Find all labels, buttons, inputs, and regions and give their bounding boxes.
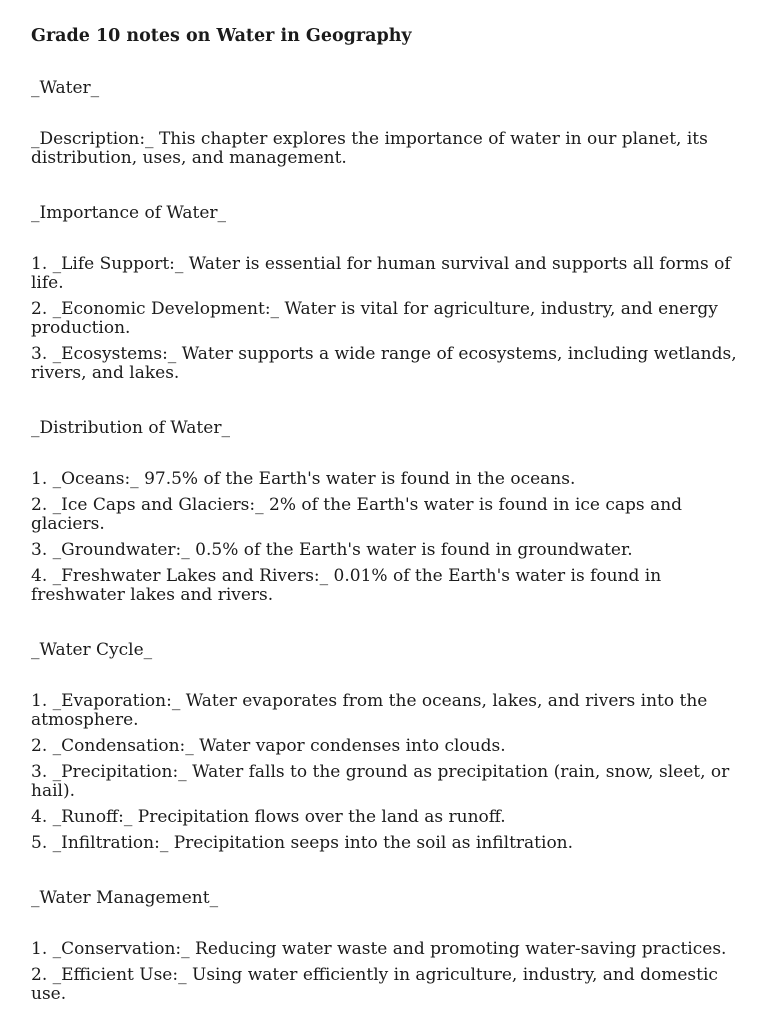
importance-list — [31, 255, 737, 383]
management-list — [31, 940, 737, 1004]
chapter-heading: _Water_ — [31, 78, 100, 98]
list-item: 1. _Evaporation:_ Water evaporates from the oceans, lakes, and rivers into the atmosphere. — [31, 691, 708, 730]
chapter-description: _Description:_ This chapter explores the importance of water in our planet, its distribution, uses, and management. — [31, 129, 708, 168]
list-item: 5. _Infiltration:_ Precipitation seeps into the soil as infiltration. — [31, 833, 574, 853]
section-heading-importance: _Importance of Water_ — [31, 203, 227, 223]
list-item: 1. _Conservation:_ Reducing water waste and promoting water-saving practices. — [31, 939, 727, 959]
list-item: 2. _Ice Caps and Glaciers:_ 2% of the Earth's water is found in ice caps and glaciers. — [31, 495, 683, 534]
distribution-list — [31, 470, 737, 605]
list-item: 3. _Ecosystems:_ Water supports a wide range of ecosystems, including wetlands, rivers, and lakes. — [31, 344, 737, 383]
document-title: Grade 10 notes on Water in Geography — [31, 26, 412, 46]
section-heading-distribution: _Distribution of Water_ — [31, 418, 230, 438]
list-item: 4. _Freshwater Lakes and Rivers:_ 0.01% of the Earth's water is found in freshwater lakes and rivers. — [31, 566, 662, 605]
list-item: 2. _Condensation:_ Water vapor condenses into clouds. — [31, 736, 506, 756]
list-item: 1. _Life Support:_ Water is essential for human survival and supports all forms of life. — [31, 254, 731, 293]
list-item: 2. _Economic Development:_ Water is vital for agriculture, industry, and energy production. — [31, 299, 718, 338]
section-heading-management: _Water Management_ — [31, 888, 219, 908]
list-item: 3. _Groundwater:_ 0.5% of the Earth's water is found in groundwater. — [31, 540, 633, 560]
list-item: 3. _Precipitation:_ Water falls to the ground as precipitation (rain, snow, sleet, or hail). — [31, 762, 730, 801]
water-cycle-list — [31, 692, 737, 853]
list-item: 2. _Efficient Use:_ Using water efficiently in agriculture, industry, and domestic use. — [31, 965, 718, 1004]
section-heading-water-cycle: _Water Cycle_ — [31, 640, 153, 660]
list-item: 4. _Runoff:_ Precipitation flows over the land as runoff. — [31, 807, 506, 827]
list-item: 1. _Oceans:_ 97.5% of the Earth's water is found in the oceans. — [31, 469, 576, 489]
